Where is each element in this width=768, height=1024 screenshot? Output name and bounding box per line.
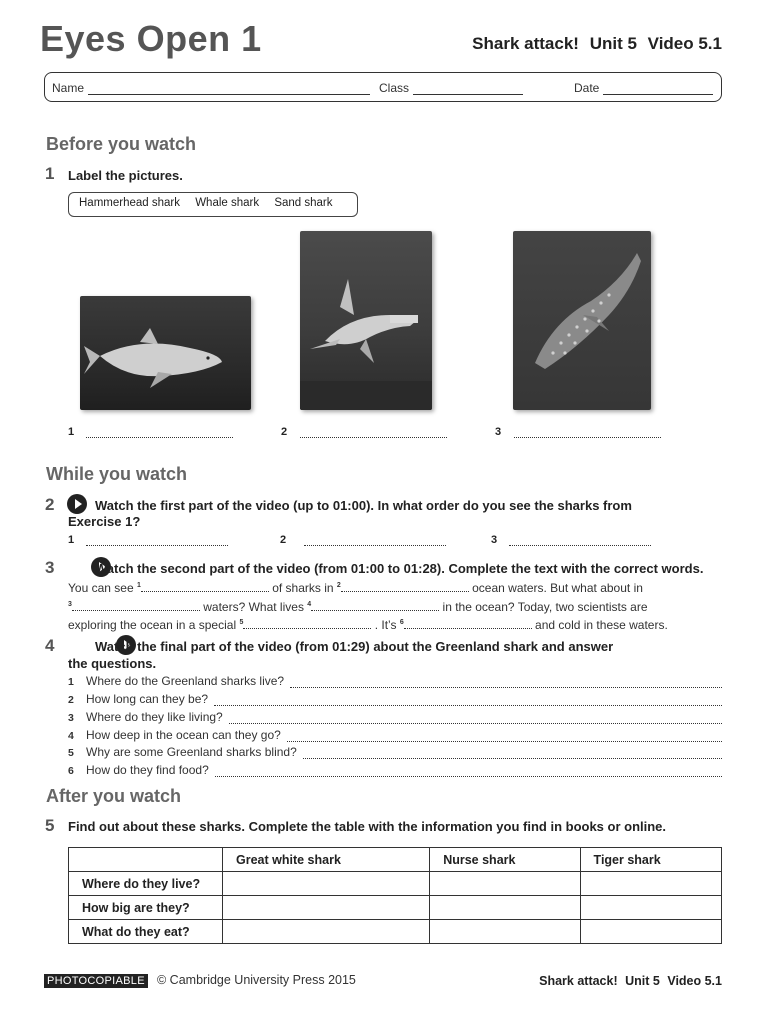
class-field[interactable]: [379, 81, 523, 95]
table-cell[interactable]: [430, 896, 580, 920]
table-header-cell: Nurse shark: [430, 848, 580, 872]
answer-line-3[interactable]: [514, 427, 661, 438]
play-icon: [67, 494, 87, 514]
date-label: Date: [574, 81, 600, 95]
table-cell[interactable]: [223, 920, 430, 944]
gap-fill-text: [68, 578, 728, 634]
exercise-instruction-cont: Exercise 1?: [68, 514, 141, 529]
exercise-number: 3: [45, 558, 55, 577]
question-row: 4 How deep in the ocean can they go?: [68, 725, 722, 742]
picture-label-3: 3: [495, 426, 502, 438]
exercise-instruction: Watch the final part of the video (from 01:29) about the Greenland shark and answer: [95, 639, 614, 654]
table-cell[interactable]: [430, 920, 580, 944]
table-row: [69, 872, 722, 896]
question-row: 3 Where do they like living?: [68, 707, 722, 724]
word-box-item: Hammerhead shark: [79, 197, 180, 209]
class-line: [413, 84, 523, 95]
header-video: Video 5.1: [647, 34, 722, 53]
name-label: Name: [52, 81, 85, 95]
table-header-cell: Tiger shark: [580, 848, 721, 872]
exercise-number: 4: [45, 636, 55, 655]
table-row: [69, 896, 722, 920]
section-heading-after: After you watch: [46, 786, 182, 806]
row-label: How big are they?: [69, 896, 223, 920]
copyright-notice: © Cambridge University Press 2015: [157, 973, 356, 987]
gap-3[interactable]: [72, 600, 200, 611]
row-label: Where do they live?: [69, 872, 223, 896]
whale-shark-photo: [513, 231, 651, 410]
question-row: 1 Where do the Greenland sharks live?: [68, 671, 722, 688]
order-label-1: 1: [68, 534, 75, 546]
section-heading-while: While you watch: [46, 464, 188, 484]
order-label-3: 3: [491, 534, 498, 546]
answer-line[interactable]: [229, 713, 722, 724]
table-header-cell: [69, 848, 223, 872]
answer-line[interactable]: [215, 766, 722, 777]
order-line-2[interactable]: [304, 535, 446, 546]
table-header-row: [69, 848, 722, 872]
table-header-cell: Great white shark: [223, 848, 430, 872]
name-line: [88, 84, 370, 95]
header-topic: Shark attack!: [472, 34, 579, 53]
hammerhead-shark-image: [300, 231, 432, 410]
table-cell[interactable]: [430, 872, 580, 896]
photocopiable-badge: PHOTOCOPIABLE: [44, 974, 148, 988]
row-label: What do they eat?: [69, 920, 223, 944]
date-field[interactable]: [574, 81, 713, 95]
whale-shark-image: [513, 231, 651, 410]
footer-topic: Shark attack!: [539, 974, 618, 988]
footer-unit-info: [539, 974, 722, 988]
order-line-1[interactable]: [86, 535, 228, 546]
picture-label-1: 1: [68, 426, 75, 438]
exercise-instruction-cont: the questions.: [68, 656, 157, 671]
gap-6[interactable]: [404, 618, 532, 629]
date-line: [603, 84, 713, 95]
picture-label-2: 2: [281, 426, 288, 438]
gap-fill-line-1: You can see $^1$ of sharks in $^2$ ocean waters. But what about in: [68, 581, 643, 595]
hammerhead-shark-photo: [300, 231, 432, 410]
order-label-2: 2: [280, 534, 287, 546]
name-class-date-box: [44, 72, 722, 102]
answer-line[interactable]: [214, 695, 722, 706]
class-label: Class: [379, 81, 410, 95]
exercise-instruction: Watch the first part of the video (up to 01:00). In what order do you see the sharks from: [95, 498, 632, 513]
gap-4[interactable]: [311, 600, 439, 611]
answer-line-1[interactable]: [86, 427, 233, 438]
shark-info-table: [68, 847, 722, 944]
header-unit: Unit 5: [589, 34, 637, 53]
name-field[interactable]: [52, 81, 370, 95]
exercise-number: 5: [45, 816, 55, 835]
question-row: 6 How do they find food?: [68, 760, 722, 777]
question-row: 2 How long can they be?: [68, 689, 722, 706]
answer-line[interactable]: [287, 731, 722, 742]
word-box: [68, 192, 358, 217]
answer-line[interactable]: [303, 748, 722, 759]
word-box-item: Sand shark: [274, 197, 333, 209]
exercise-instruction: Watch the second part of the video (from 01:00 to 01:28). Complete the text with the correct words.: [95, 561, 704, 576]
answer-line[interactable]: [290, 677, 722, 688]
footer-unit: Unit 5: [625, 974, 660, 988]
gap-5[interactable]: [243, 618, 371, 629]
worksheet-title: Eyes Open 1: [40, 18, 262, 59]
header-unit-info: [466, 34, 722, 54]
exercise-instruction: Find out about these sharks. Complete the table with the information you find in books or online.: [68, 819, 667, 834]
table-cell[interactable]: [223, 896, 430, 920]
table-row: [69, 920, 722, 944]
answer-line-2[interactable]: [300, 427, 447, 438]
sand-shark-photo: [80, 296, 251, 410]
gap-1[interactable]: [141, 581, 269, 592]
table-cell[interactable]: [580, 920, 721, 944]
table-cell[interactable]: [580, 896, 721, 920]
exercise-number: 2: [45, 495, 55, 514]
section-heading-before: Before you watch: [46, 134, 197, 154]
order-line-3[interactable]: [509, 535, 651, 546]
word-box-item: Whale shark: [195, 197, 260, 209]
exercise-number: 1: [45, 164, 55, 183]
gap-fill-line-3: exploring the ocean in a special $^5$ . It’s $^6$ and cold in these waters.: [68, 618, 668, 632]
table-cell[interactable]: [580, 872, 721, 896]
question-row: 5 Why are some Greenland sharks blind?: [68, 742, 722, 759]
table-cell[interactable]: [223, 872, 430, 896]
gap-2[interactable]: [341, 581, 469, 592]
gap-fill-line-2: $^3$ waters? What lives $^4$ in the ocean? Today, two scientists are: [68, 599, 648, 614]
sand-shark-image: [80, 296, 251, 410]
footer-video: Video 5.1: [667, 974, 722, 988]
exercise-instruction: Label the pictures.: [68, 168, 183, 183]
